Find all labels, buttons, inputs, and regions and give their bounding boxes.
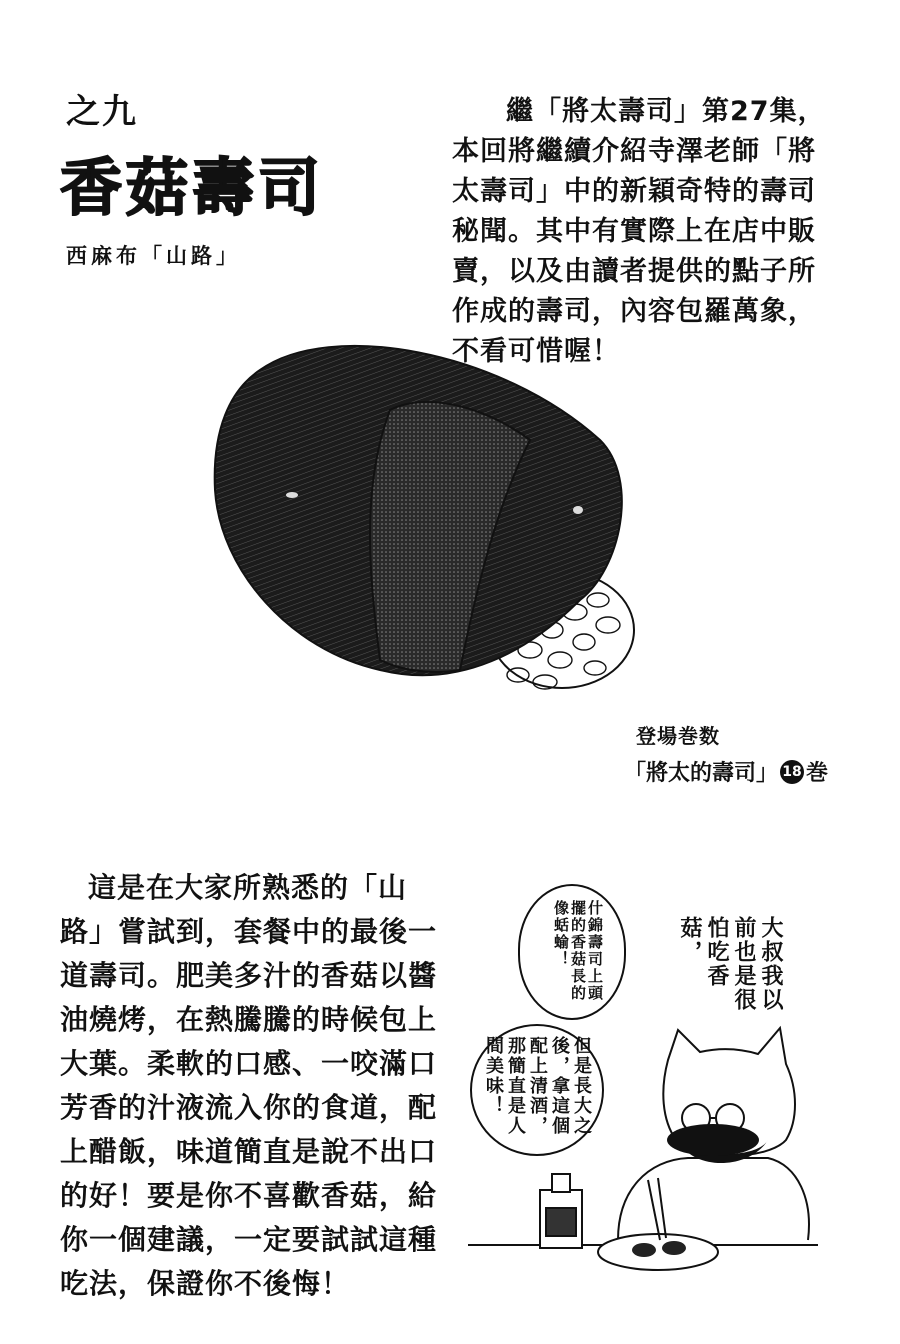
appearance-label: 登場巻数 [636,724,720,748]
shiitake-sushi-illustration [200,330,660,710]
page-title: 香菇壽司 [60,151,325,224]
volume-suffix: 巻 [806,761,829,786]
speech-bubble-right-text: 大叔我以前也是很怕吃香菇， [677,916,783,1012]
appearance-title: 「將太的壽司」 [624,761,779,786]
speech-bubble-left-text: 什錦壽司上頭擺的香菇長的像蛞蝓！ [552,900,604,1002]
chapter-number: 之九 [66,92,138,132]
speech-bubble-middle-text: 但是長大之後，拿這個配上清酒，那簡直是人間美味！ [483,1036,592,1136]
volume-number-badge: 18 [780,760,804,784]
appearance-volume [624,756,828,787]
shop-name: 西麻布「山路」 [66,244,241,268]
intro-paragraph: 繼「將太壽司」第27集，本回將繼續介紹寺澤老師「將太壽司」中的新穎奇特的壽司秘聞。其中有實際上在店中販賣，以及由讀者提供的點子所作成的壽司，內容包羅萬象，不看可惜喔！ [452,96,826,367]
cat-chef-illustration [468,1000,818,1290]
body-paragraph: 這是在大家所熟悉的「山路」嘗試到，套餐中的最後一道壽司。肥美多汁的香菇以醬油燒烤，在熱騰騰的時候包上大葉。柔軟的口感、一咬滿口芳香的汁液流入你的食道，配上醋飯，味道簡直是說不出口的好！要是你不喜歡香菇，給你一個建議，一定要試試這種吃法，保證你不後悔！ [60,871,438,1300]
